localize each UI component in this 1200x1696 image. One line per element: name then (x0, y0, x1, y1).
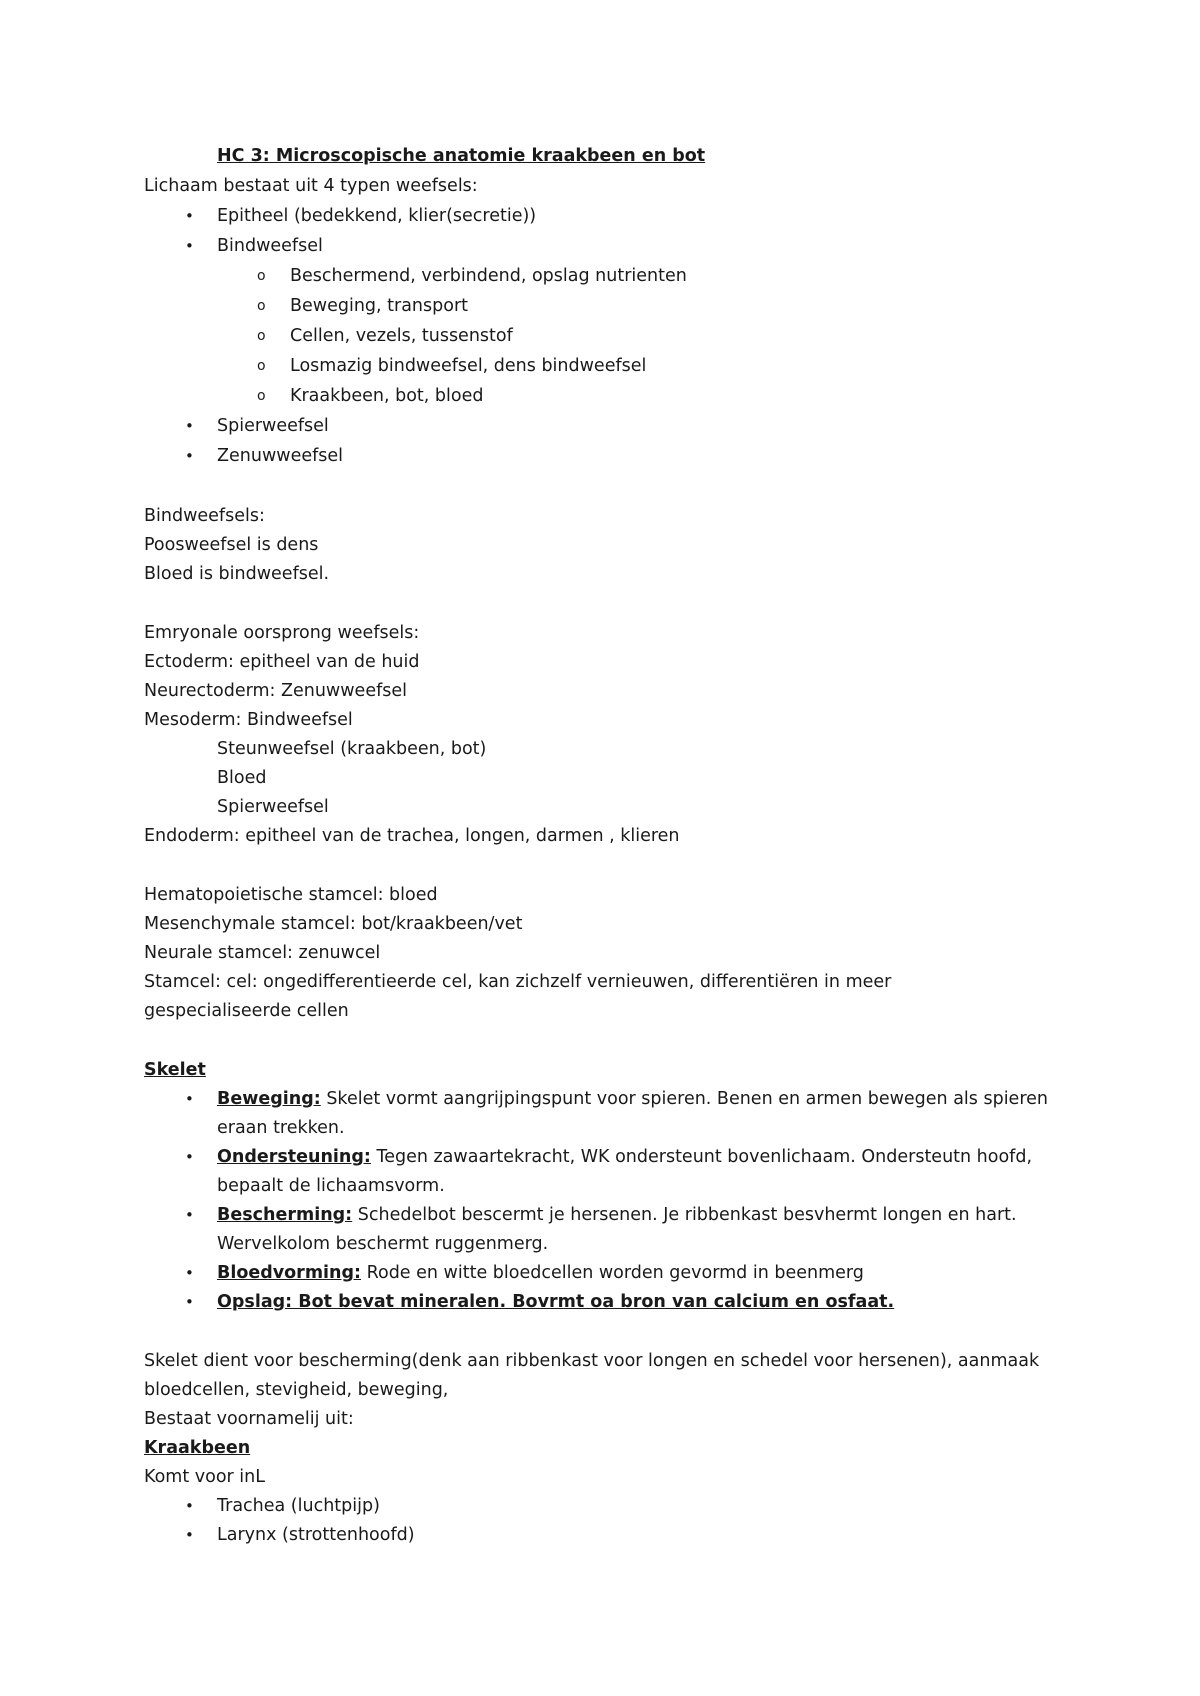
bullet-icon: • (185, 1090, 194, 1108)
text-line: Bloed is bindweefsel. (144, 564, 330, 584)
section-heading-kraakbeen: Kraakbeen (144, 1438, 251, 1458)
list-item: Trachea (luchtpijp) (217, 1496, 380, 1516)
bullet-icon: • (185, 1148, 194, 1166)
text-line: Mesenchymale stamcel: bot/kraakbeen/vet (144, 914, 523, 934)
list-item-continuation: bepaalt de lichaamsvorm. (217, 1176, 445, 1196)
text-line: Endoderm: epitheel van de trachea, longen, darmen , klieren (144, 826, 680, 846)
sub-bullet-icon: o (257, 328, 266, 344)
intro-text: Lichaam bestaat uit 4 typen weefsels: (144, 176, 478, 196)
text-line: Emryonale oorsprong weefsels: (144, 623, 420, 643)
bullet-icon: • (185, 1264, 194, 1282)
list-item: Epitheel (bedekkend, klier(secretie)) (217, 206, 537, 226)
list-item-term: Bloedvorming: (217, 1263, 362, 1283)
text-line: Neurale stamcel: zenuwcel (144, 943, 381, 963)
text-line: Ectoderm: epitheel van de huid (144, 652, 420, 672)
text-line: bloedcellen, stevigheid, beweging, (144, 1380, 449, 1400)
list-item-term: Ondersteuning: (217, 1147, 371, 1167)
bullet-icon: • (185, 207, 194, 225)
bullet-icon: • (185, 1526, 194, 1544)
list-item-text: Tegen zawaartekracht, WK ondersteunt bovenlichaam. Ondersteutn hoofd, (370, 1147, 1033, 1167)
bullet-icon: • (185, 1497, 194, 1515)
text-line: Bestaat voornamelij uit: (144, 1409, 354, 1429)
text-line: Stamcel: cel: ongedifferentieerde cel, kan zichzelf vernieuwen, differentiëren in meer (144, 972, 892, 992)
bullet-icon: • (185, 1206, 194, 1224)
text-line: Bindweefsels: (144, 506, 265, 526)
bullet-icon: • (185, 417, 194, 435)
text-line: Neurectoderm: Zenuwweefsel (144, 681, 407, 701)
list-item-continuation: Wervelkolom beschermt ruggenmerg. (217, 1234, 549, 1254)
text-line: Skelet dient voor bescherming(denk aan ribbenkast voor longen en schedel voor hersenen), aanmaak (144, 1351, 1040, 1371)
section-heading-skelet: Skelet (144, 1060, 206, 1080)
list-item (217, 1085, 1048, 1114)
list-item-continuation: eraan trekken. (217, 1118, 345, 1138)
sub-list-item: Cellen, vezels, tussenstof (290, 326, 513, 346)
indented-line: Bloed (217, 768, 267, 788)
sub-list-item: Kraakbeen, bot, bloed (290, 386, 484, 406)
list-item: Bindweefsel (217, 236, 323, 256)
list-item (217, 1259, 864, 1288)
text-line: Hematopoietische stamcel: bloed (144, 885, 438, 905)
sub-list-item: Losmazig bindweefsel, dens bindweefsel (290, 356, 647, 376)
list-item (217, 1143, 1032, 1172)
list-item: Zenuwweefsel (217, 446, 344, 466)
sub-bullet-icon: o (257, 298, 266, 314)
sub-bullet-icon: o (257, 358, 266, 374)
sub-bullet-icon: o (257, 388, 266, 404)
bullet-icon: • (185, 447, 194, 465)
list-item: Spierweefsel (217, 416, 329, 436)
text-line: Poosweefsel is dens (144, 535, 319, 555)
list-item-text: Skelet vormt aangrijpingspunt voor spieren. Benen en armen bewegen als spieren (320, 1089, 1048, 1109)
list-item (217, 1201, 1017, 1230)
list-item-term: Bescherming: (217, 1205, 353, 1225)
list-item-text: Schedelbot bescermt je hersenen. Je ribbenkast besvhermt longen en hart. (352, 1205, 1017, 1225)
indented-line: Spierweefsel (217, 797, 329, 817)
indented-line: Steunweefsel (kraakbeen, bot) (217, 739, 487, 759)
list-item-text: Rode en witte bloedcellen worden gevormd in beenmerg (361, 1263, 864, 1283)
text-line: gespecialiseerde cellen (144, 1001, 349, 1021)
bullet-icon: • (185, 237, 194, 255)
text-line: Mesoderm: Bindweefsel (144, 710, 353, 730)
bullet-icon: • (185, 1293, 194, 1311)
document-title: HC 3: Microscopische anatomie kraakbeen en bot (217, 146, 706, 166)
sub-bullet-icon: o (257, 268, 266, 284)
list-item: Larynx (strottenhoofd) (217, 1525, 415, 1545)
sub-list-item: Beschermend, verbindend, opslag nutrienten (290, 266, 687, 286)
sub-list-item: Beweging, transport (290, 296, 469, 316)
list-item-opslag: Opslag: Bot bevat mineralen. Bovrmt oa bron van calcium en osfaat. (217, 1292, 895, 1312)
list-item-term: Beweging: (217, 1089, 321, 1109)
text-line: Komt voor inL (144, 1467, 266, 1487)
